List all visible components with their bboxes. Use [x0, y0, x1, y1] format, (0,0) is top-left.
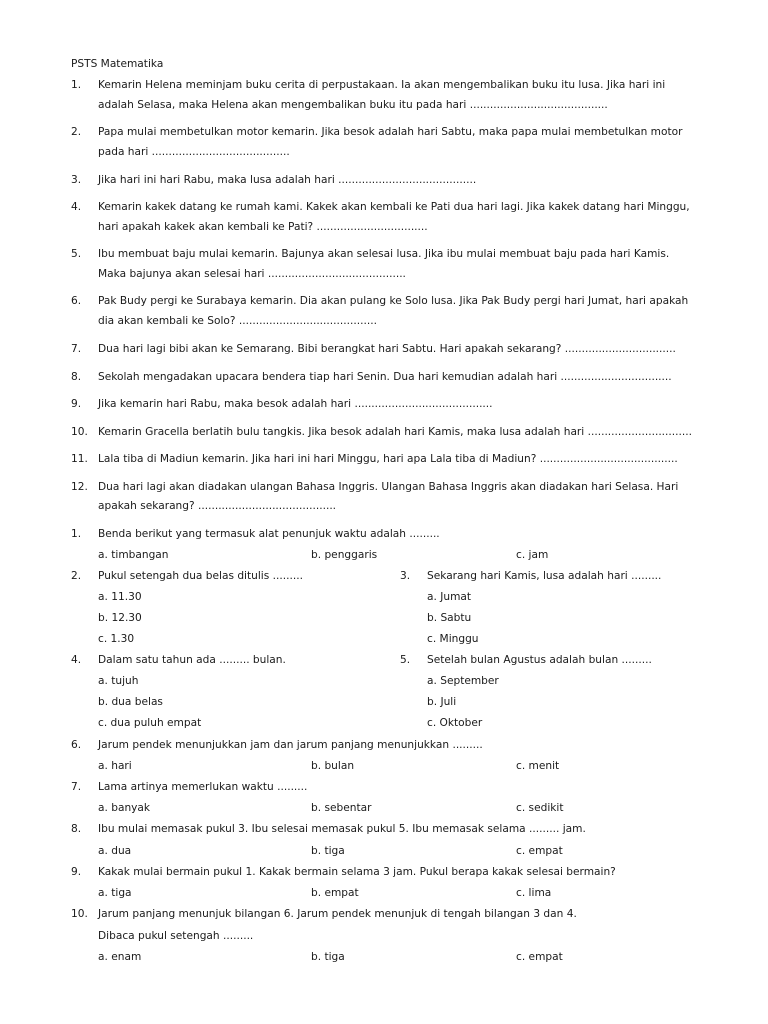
- option-b: b. empat: [311, 887, 359, 899]
- option-b: b. dua belas: [98, 696, 163, 708]
- question-line: Ibu membuat baju mulai kemarin. Bajunya akan selesai lusa. Jika ibu mulai membuat baju pada hari Kamis.: [98, 248, 670, 260]
- question-number: 1.: [71, 528, 82, 540]
- question-text: Lama artinya memerlukan waktu .........: [98, 781, 308, 793]
- option-b: b. bulan: [311, 760, 355, 772]
- question-number: 1.: [71, 79, 82, 91]
- question-number: 8.: [71, 371, 82, 383]
- question-line: Kemarin Gracella berlatih bulu tangkis. Jika besok adalah hari Kamis, maka lusa adalah hari ...............................: [98, 426, 692, 438]
- question-line: pada hari .........................................: [98, 146, 290, 158]
- question-line: Dua hari lagi bibi akan ke Semarang. Bibi berangkat hari Sabtu. Hari apakah sekarang? .................................: [98, 343, 676, 355]
- question-line: apakah sekarang? .........................................: [98, 500, 337, 512]
- option-c: c. Minggu: [427, 633, 479, 645]
- question-line: adalah Selasa, maka Helena akan mengembalikan buku itu pada hari .........................................: [98, 99, 608, 111]
- option-c: c. 1.30: [98, 633, 135, 645]
- option-b: b. Sabtu: [427, 612, 472, 624]
- document-title: PSTS Matematika: [71, 58, 164, 70]
- option-a: a. hari: [98, 760, 132, 772]
- question-number: 4.: [71, 654, 82, 666]
- question-text: Dibaca pukul setengah .........: [98, 930, 254, 942]
- option-b: b. Juli: [427, 696, 457, 708]
- question-text: Ibu mulai memasak pukul 3. Ibu selesai memasak pukul 5. Ibu memasak selama ......... jam.: [98, 823, 586, 835]
- option-b: b. 12.30: [98, 612, 142, 624]
- question-number: 3.: [400, 570, 411, 582]
- question-line: Jika kemarin hari Rabu, maka besok adalah hari .........................................: [98, 398, 493, 410]
- option-a: a. dua: [98, 845, 132, 857]
- question-line: Jika hari ini hari Rabu, maka lusa adalah hari .........................................: [98, 174, 477, 186]
- question-text: Jarum panjang menunjuk bilangan 6. Jarum pendek menunjuk di tengah bilangan 3 dan 4.: [98, 908, 577, 920]
- question-number: 7.: [71, 781, 82, 793]
- option-a: a. Jumat: [427, 591, 472, 603]
- question-line: Pak Budy pergi ke Surabaya kemarin. Dia akan pulang ke Solo lusa. Jika Pak Budy pergi hari Jumat, hari apakah: [98, 295, 689, 307]
- option-b: b. penggaris: [311, 549, 378, 561]
- question-number: 6.: [71, 295, 82, 307]
- question-text: Benda berikut yang termasuk alat penunjuk waktu adalah .........: [98, 528, 440, 540]
- option-a: a. tujuh: [98, 675, 139, 687]
- question-line: Sekolah mengadakan upacara bendera tiap hari Senin. Dua hari kemudian adalah hari .................................: [98, 371, 672, 383]
- option-a: a. enam: [98, 951, 142, 963]
- option-c: c. menit: [516, 760, 560, 772]
- question-number: 10.: [71, 908, 88, 920]
- question-text: Sekarang hari Kamis, lusa adalah hari .........: [427, 570, 662, 582]
- question-text: Kakak mulai bermain pukul 1. Kakak bermain selama 3 jam. Pukul berapa kakak selesai bermain?: [98, 866, 616, 878]
- option-a: a. September: [427, 675, 499, 687]
- option-a: a. banyak: [98, 802, 151, 814]
- question-number: 2.: [71, 570, 82, 582]
- question-text: Dalam satu tahun ada ......... bulan.: [98, 654, 286, 666]
- question-number: 5.: [400, 654, 411, 666]
- question-number: 9.: [71, 866, 82, 878]
- option-c: c. sedikit: [516, 802, 564, 814]
- question-number: 9.: [71, 398, 82, 410]
- question-line: Kemarin Helena meminjam buku cerita di perpustakaan. Ia akan mengembalikan buku itu lusa. Jika hari ini: [98, 79, 666, 91]
- question-line: Lala tiba di Madiun kemarin. Jika hari ini hari Minggu, hari apa Lala tiba di Madiun? .........................................: [98, 453, 678, 465]
- question-number: 10.: [71, 426, 88, 438]
- question-number: 8.: [71, 823, 82, 835]
- question-text: Setelah bulan Agustus adalah bulan .........: [427, 654, 652, 666]
- question-text: Pukul setengah dua belas ditulis .........: [98, 570, 303, 582]
- question-number: 6.: [71, 739, 82, 751]
- option-b: b. sebentar: [311, 802, 372, 814]
- question-number: 4.: [71, 201, 82, 213]
- question-line: dia akan kembali ke Solo? .........................................: [98, 315, 377, 327]
- question-line: Maka bajunya akan selesai hari .........................................: [98, 268, 406, 280]
- option-c: c. lima: [516, 887, 552, 899]
- option-b: b. tiga: [311, 951, 345, 963]
- question-line: Kemarin kakek datang ke rumah kami. Kakek akan kembali ke Pati dua hari lagi. Jika kakek datang hari Minggu,: [98, 201, 690, 213]
- option-a: a. timbangan: [98, 549, 169, 561]
- question-number: 12.: [71, 481, 88, 493]
- option-c: c. empat: [516, 951, 563, 963]
- question-number: 3.: [71, 174, 82, 186]
- option-c: c. jam: [516, 549, 549, 561]
- question-line: hari apakah kakek akan kembali ke Pati? .................................: [98, 221, 428, 233]
- option-c: c. Oktober: [427, 717, 483, 729]
- question-number: 5.: [71, 248, 82, 260]
- option-b: b. tiga: [311, 845, 345, 857]
- question-text: Jarum pendek menunjukkan jam dan jarum panjang menunjukkan .........: [98, 739, 483, 751]
- option-a: a. tiga: [98, 887, 132, 899]
- question-number: 2.: [71, 126, 82, 138]
- question-number: 7.: [71, 343, 82, 355]
- question-line: Papa mulai membetulkan motor kemarin. Jika besok adalah hari Sabtu, maka papa mulai membetulkan motor: [98, 126, 683, 138]
- option-c: c. dua puluh empat: [98, 717, 202, 729]
- option-a: a. 11.30: [98, 591, 142, 603]
- question-line: Dua hari lagi akan diadakan ulangan Bahasa Inggris. Ulangan Bahasa Inggris akan diadakan hari Selasa. Hari: [98, 481, 679, 493]
- question-number: 11.: [71, 453, 88, 465]
- option-c: c. empat: [516, 845, 563, 857]
